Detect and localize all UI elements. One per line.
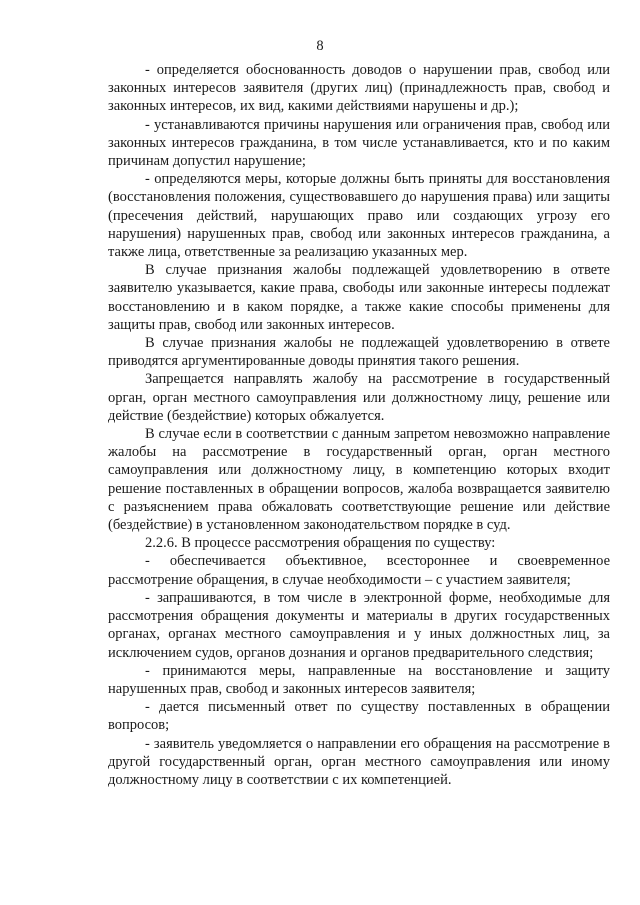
paragraph-forwarding-prohibition: Запрещается направлять жалобу на рассмотрение в государственный орган, орган местного самоуправления или должностному лицу, решение или действие (бездействие) которых обжалуется. (108, 371, 610, 424)
document-body (108, 61, 610, 789)
paragraph-complaint-rejected: В случае признания жалобы не подлежащей удовлетворению в ответе приводятся аргументированные доводы принятия такого решения. (108, 335, 610, 370)
paragraph-rights-restoration: - принимаются меры, направленные на восстановление и защиту нарушенных прав, свобод и законных интересов заявителя; (108, 662, 610, 697)
paragraph-written-answer: - дается письменный ответ по существу поставленных в обращении вопросов; (108, 699, 610, 734)
paragraph-complaint-satisfied: В случае признания жалобы подлежащей удовлетворению в ответе заявителю указывается, какие права, свободы или законные интересы подлежат восстановлению и в каком порядке, а также какие способы применены для защиты прав, свобод или законных интересов. (108, 262, 610, 333)
paragraph-document-requests: - запрашиваются, в том числе в электронной форме, необходимые для рассмотрения обращения документы и материалы в других государственных органах, органах местного самоуправления и у иных должностных лиц, за исключением судов, органов дознания и органов предварительного следствия; (108, 589, 610, 661)
paragraph-grounds-assessment: - определяется обоснованность доводов о нарушении прав, свобод или законных интересов заявителя (других лиц) (принадлежность прав, свобод и законных интересов, их вид, какими действиями нарушены и др.); (108, 62, 610, 115)
paragraph-complaint-return: В случае если в соответствии с данным запретом невозможно направление жалобы на рассмотрение в государственный орган, орган местного самоуправления или должностному лицу, в компетенцию которых входит решение поставленных в обращении вопросов, жалоба возвращается заявителю с разъяснением права обжаловать соответствующие решение или действие (бездействие) в установленном законодательством порядке в суд. (108, 426, 610, 534)
paragraph-objective-review: - обеспечивается объективное, всестороннее и своевременное рассмотрение обращения, в случае необходимости – с участием заявителя; (108, 553, 610, 588)
paragraph-remedy-measures: - определяются меры, которые должны быть приняты для восстановления (восстановления положения, существовавшего до нарушения права) или защиты (пресечения действий, нарушающих право или создающих угрозу его нарушения) нарушенных прав, свобод или законных интересов гражданина, а также лица, ответственные за реализацию указанных мер. (108, 171, 610, 261)
paragraph-violation-causes: - устанавливаются причины нарушения или ограничения прав, свобод или законных интересов гражданина, в том числе устанавливается, кто и по каким причинам допустил нарушение; (108, 116, 610, 170)
paragraph-redirect-notice: - заявитель уведомляется о направлении его обращения на рассмотрение в другой государственный орган, орган местного самоуправления или иному должностному лицу в соответствии с их компетенцией. (108, 735, 610, 788)
paragraph-section-2-2-6: 2.2.6. В процессе рассмотрения обращения по существу: (145, 535, 496, 552)
page-number: 8 (316, 38, 324, 54)
